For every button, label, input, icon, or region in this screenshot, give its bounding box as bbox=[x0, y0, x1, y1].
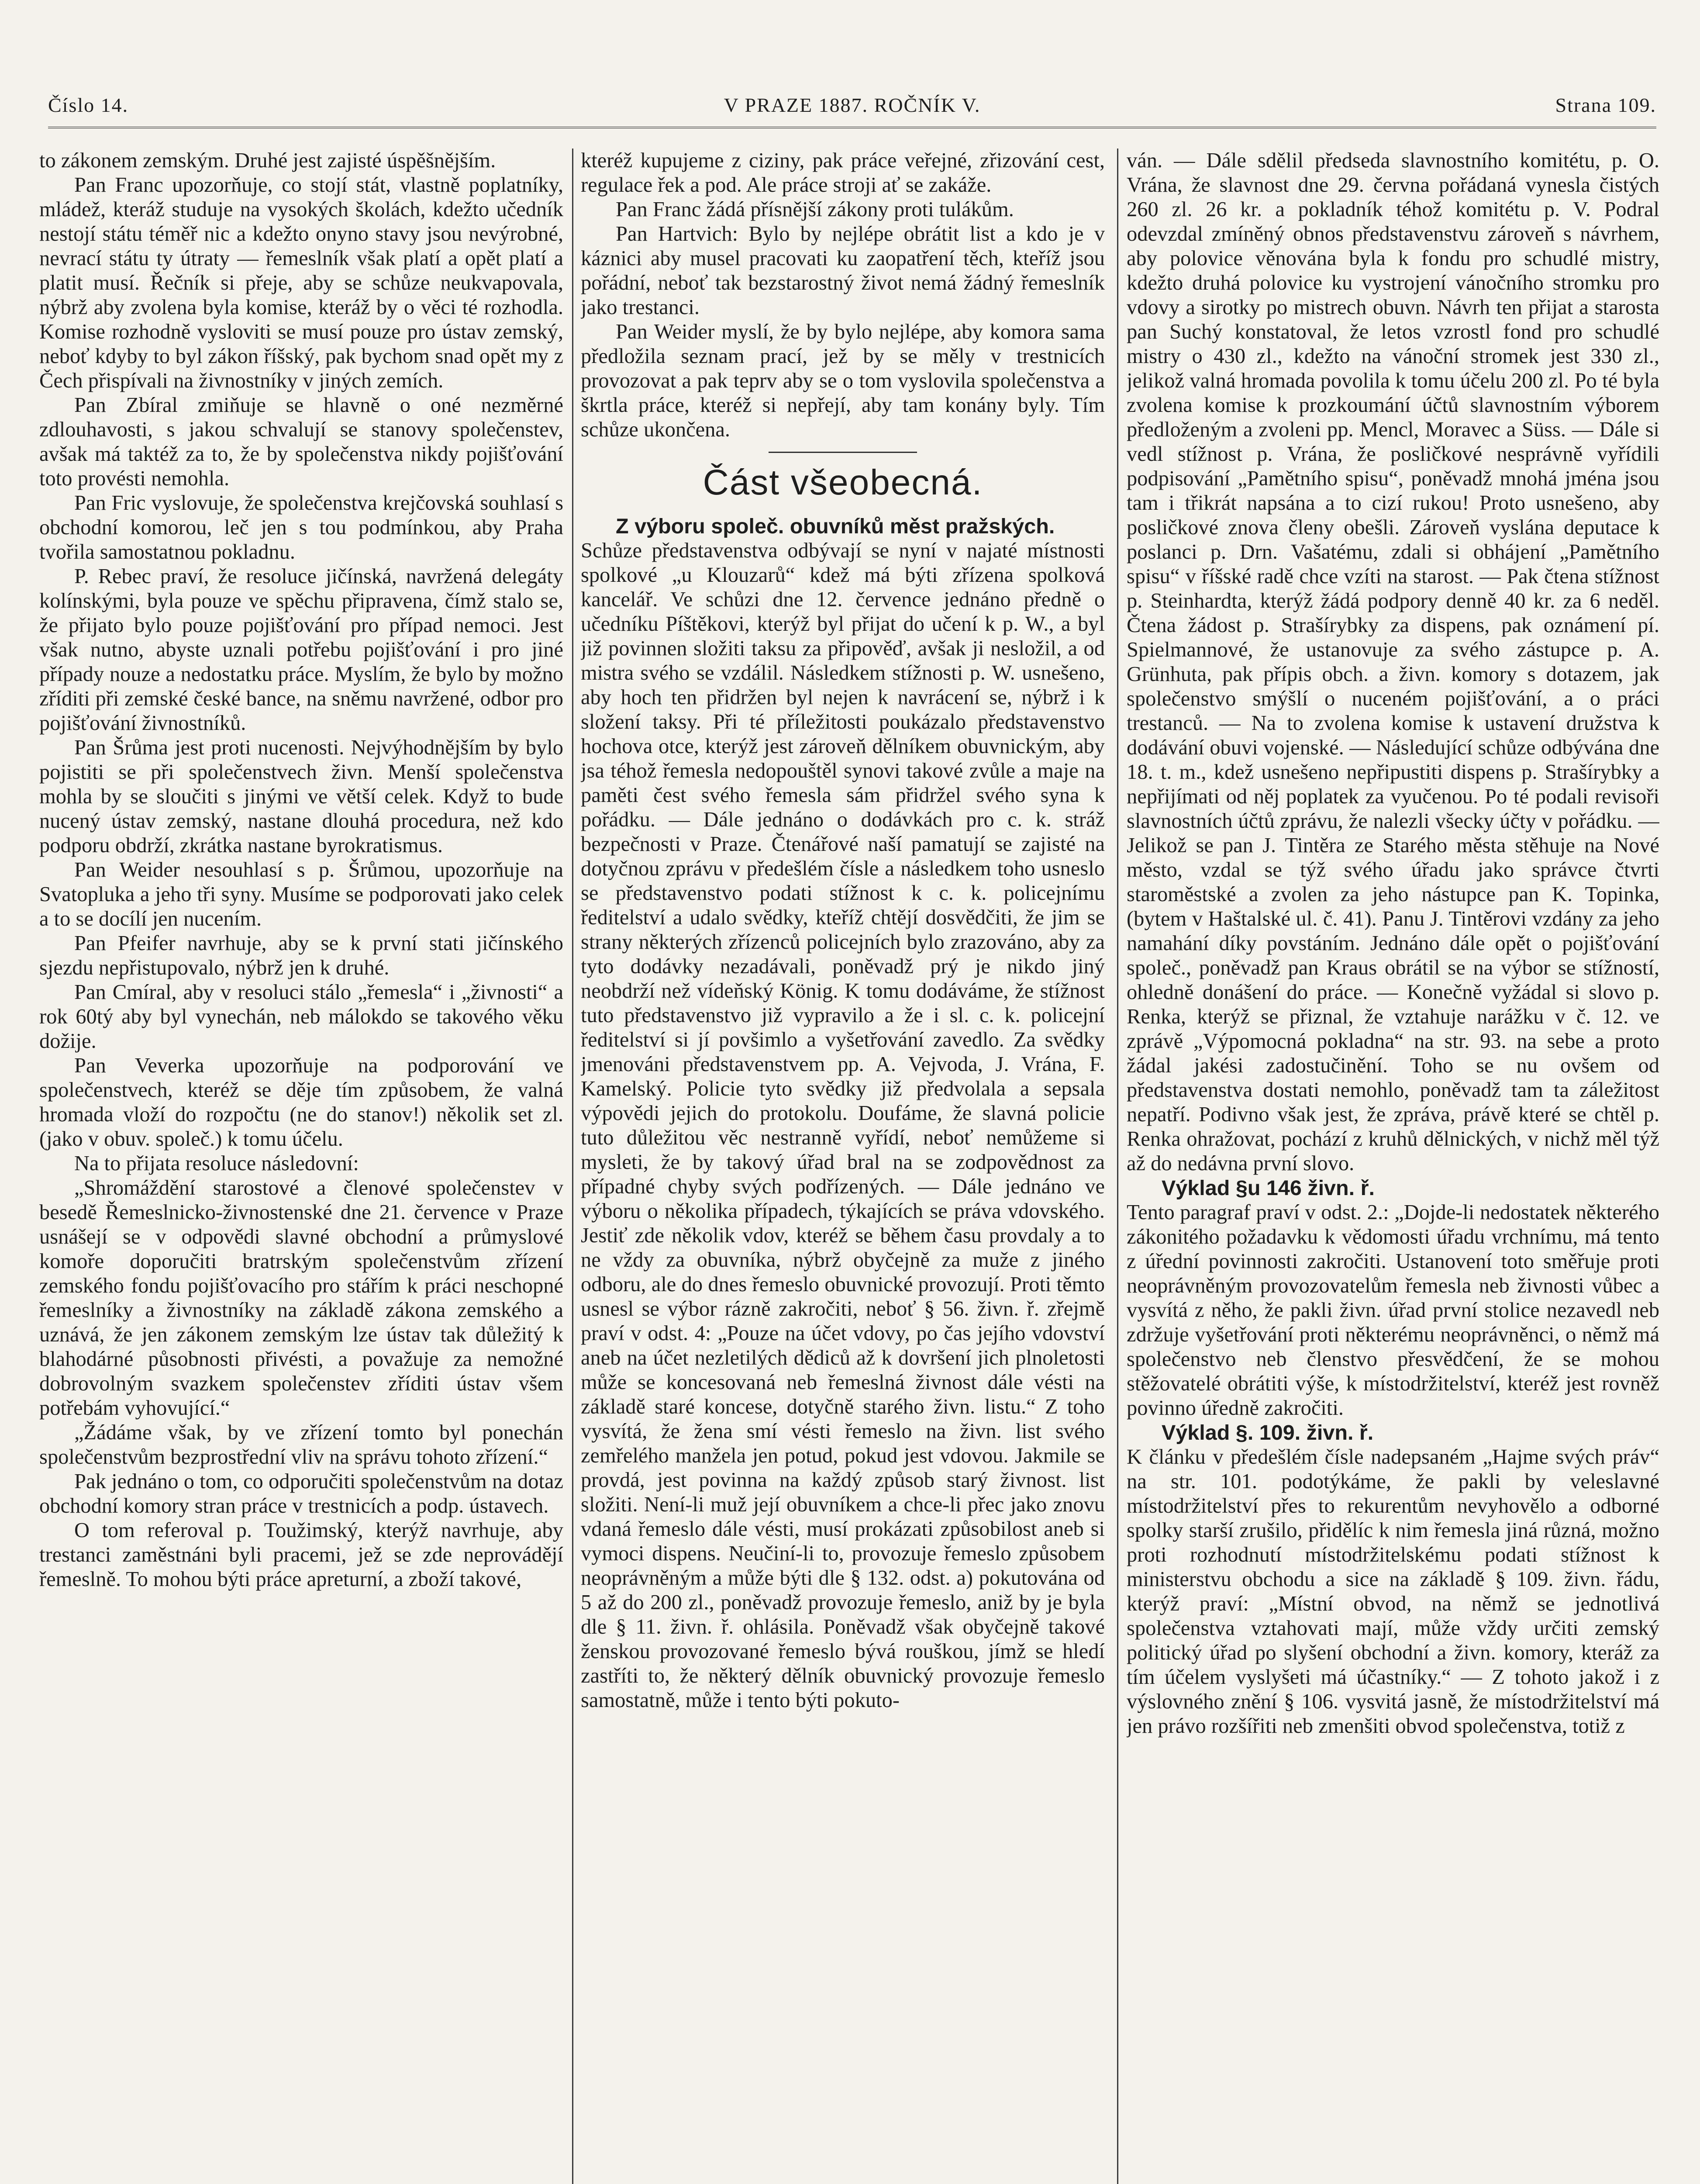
paragraph: Pan Pfeifer navrhuje, aby se k první stati jičínského sjezdu nepřistupovalo, nýbrž jen k druhé. bbox=[39, 932, 563, 979]
column-2 bbox=[581, 149, 1105, 2184]
paragraph: Na to přijata resoluce následovní: bbox=[74, 1152, 359, 1175]
resolution-text: „Shromáždění starostové a členové společenstev v besedě Řemeslnicko-živnostenské dne 21. července v Praze usnášejí se v odpovědi slavné obchodní a průmyslové komoře doporučiti bratrským společenstvům zřízení zemského fondu pojišťovacího pro stářím k práci neschopné řemeslníky a živnostníky na základě zákona zemského a uznává, že jen zákonem zemským lze ústav tak důležitý k blahodárné působnosti přivésti, a považuje za nemožné dobrovolným svazkem společenstev zříditi ústav všem potřebám vyhovující.“ bbox=[39, 1176, 563, 1420]
paragraph: K článku v předešlém čísle nadepsaném „Hajme svých práv“ na str. 101. podotýkáme, že pakli by veleslavné místodržitelství přes to rekurentům nevyhovělo a odborné spolky starší zrušilo, přidělíc k nim řemesla jiná různá, možno proti rozhodnutí místodržitelskému podati stížnost k ministerstvu obchodu a sice na základě § 109. živn. řádu, kterýž praví: „Místní obvod, na němž se jednotlivá společenstva vztahovati mají, může vždy určiti zemský politický úřad po slyšení obchodní a živn. komory, kteráž za tím účelem vyslyšeti má účastníky.“ — Z tohoto jakož i z výslovného znění § 106. vysvitá jasně, že místodržitelství má jen právo rozšířiti neb zmenšiti obvod společenstva, totiž z bbox=[1127, 1445, 1659, 1738]
paragraph: Pan Zbíral zmiňuje se hlavně o oné nezměrné zdlouhavosti, s jakou schvalují se stanovy společenstev, avšak má taktéž za to, že by společenstva nikdy pojišťování toto provésti nemohla. bbox=[39, 394, 563, 490]
article-title: Výklad §. 109. živn. ř. bbox=[1162, 1421, 1374, 1444]
paragraph: Pan Veverka upozorňuje na podporování ve společenstvech, kteréž se děje tím způsobem, že valná hromada vloží do rozpočtu (ne do stanov!) několik set zl. (jako v obuv. společ.) k tomu účelu. bbox=[39, 1054, 563, 1151]
resolution-text: „Žádáme však, by ve zřízení tomto byl ponechán společenstvům bezprostřední vliv na správu tohoto zřízení.“ bbox=[39, 1421, 563, 1469]
section-heading: Část všeobecná. bbox=[703, 463, 983, 502]
paragraph: Pan Šrůma jest proti nucenosti. Nejvýhodnějším by bylo pojistiti se při společenstvech živn. Menší společenstva mohla by se sloučiti s jinými ve větší celek. Když to bude nucený ústav zemský, nastane dlouhá procedura, než kdo podporu obdrží, zkrátka nastane byrokratismus. bbox=[39, 736, 563, 857]
paragraph: kteréž kupujeme z ciziny, pak práce veřejné, zřizování cest, regulace řek a pod. Ale práce stroji ať se zakáže. bbox=[581, 149, 1105, 197]
column-divider bbox=[572, 149, 573, 2184]
paragraph: Pak jednáno o tom, co odporučiti společenstvům na dotaz obchodní komory stran práce v trestnicích a podp. ústavech. bbox=[39, 1470, 563, 1517]
paragraph: ván. — Dále sdělil předseda slavnostního komitétu, p. O. Vrána, že slavnost dne 29. června pořádaná vynesla čistých 260 zl. 26 kr. a pokladník téhož komitétu p. V. Podral odevzdal zmíněný obnos představenstvu zároveň s návrhem, aby polovice věnována byla k fondu pro schudlé mistry, kdežto druhá polovice ku vystrojení vánočního stromku pro vdovy a sirotky po mistrech obuvn. Návrh ten přijat a starosta pan Suchý konstatoval, že letos vzrostl fond pro schudlé mistry o 430 zl., kdežto na vánoční stromek jest 330 zl., jelikož valná hromada povolila k tomu účelu 200 zl. Po té byla zvolena komise k prozkoumání účtů slavnostním výborem předloženým a zvoleni pp. Mencl, Moravec a Süss. — Dále si vedl stížnost p. Vrána, že posličkové nesprávně vyřídili podpisování „Pamětního spisu“, poněvadž mnohá jména jsou tam i třikrát napsána a to cizí rukou! Proto usnešeno, aby posličkové znova členy obešli. Zároveň vyslána deputace k poslanci p. Drn. Vašatému, zdali si obhájení „Pamětního spisu“ v říšské radě chce vzíti na starost. — Pak čtena stížnost p. Steinhardta, kterýž žádá podpory denně 40 kr. za 6 neděl. Čtena žádost p. Strašírybky za dispens, pak oznámení pí. Spielmannové, že ustanovuje za svého zástupce p. A. Grünhuta, pak přípis obch. a živn. komory s dotazem, jak společenstvo smýšlí o nuceném pojišťování, a o práci trestanců. — Na to zvolena komise k ustavení družstva k dodávání obuvi vojenské. — Následující schůze odbývána dne 18. t. m., kdež usnešeno nepřipustiti dispens p. Strašírybky a nepřijímati od něj poplatek za vyučenou. Po té podali revisoři slavnostních účtů zprávu, že nalezli všecky účty v pořádku. — Jelikož se pan J. Tintěra ze Starého města stěhuje na Nové město, vzdal se týž svého úřadu jako správce čtvrti staroměstské a zvolen za jeho nástupce pan K. Topinka, (bytem v Haštalské ul. č. 41). Panu J. Tintěrovi vzdány za jeho namahání díky povstáním. Jednáno dále opět o pojišťování společ., poněvadž pan Kraus obrátil se na výbor se stížností, ohledně donášení do práce. — Konečně vyžádal si slovo p. Renka, kterýž se přiznal, že vztahuje narážku v č. 12. ve zprávě „Výpomocná pokladna“ na str. 93. na sebe a proto žádal jakési zadostučinění. Toho se nu ovšem od představenstva dostati nemohlo, poněvadž tam ta záležitost nepatří. Podivno však jest, že zpráva, právě které se chtěl p. Renka ohražovat, pochází z kruhů dělnických, v nichž měl týž až do nedávna první slovo. bbox=[1127, 149, 1659, 1175]
column-1 bbox=[39, 149, 563, 2184]
column-divider bbox=[1117, 149, 1118, 2184]
paragraph: to zákonem zemským. Druhé jest zajisté úspěšnějším. bbox=[39, 149, 496, 172]
page-header bbox=[48, 87, 1656, 128]
article-title: Výklad §u 146 živn. ř. bbox=[1162, 1176, 1375, 1200]
issue-number: Číslo 14. bbox=[48, 94, 129, 116]
paragraph: Pan Franc upozorňuje, co stojí stát, vlastně poplatníky, mládež, kteráž studuje na vysokých školách, kdežto učedník nestojí státu téměř nic a kdežto onyno stavy jsou nevýrobné, nevrací státu ty útraty — řemeslník však platí a opět platí a platit musí. Řečník si přeje, aby se schůze neukvapovala, nýbrž aby zvolena byla komise, kteráž by o věci té rozhodla. Komise rozhodně vysloviti se musí pouze pro ústav zemský, neboť kdyby to byl zákon říšský, pak bychom snad opět my z Čech přispívali na živnostníky v jiných zemích. bbox=[39, 173, 563, 392]
paragraph: Pan Weider nesouhlasí s p. Šrůmou, upozorňuje na Svatopluka a jeho tři syny. Musíme se podporovati jako celek a to se docílí jen nucením. bbox=[39, 858, 563, 930]
paragraph: Tento paragraf praví v odst. 2.: „Dojde-li nedostatek některého zákonitého požadavku k vědomosti úřadu vrchnímu, má tento z úřední povinnosti zakročiti. Ustanovení toto směřuje proti neoprávněným provozovatelům řemesla neb živnosti vůbec a vysvítá z něho, že pakli živn. úřad první stolice nezavedl neb zdržuje vyšetřování proti některému neoprávněnci, o němž má společenstvo neb členstvo přesvědčení, že se mohou stěžovatelé obrátiti výše, k místodržitelství, kteréž jest rovněž povinno úředně zakročiti. bbox=[1127, 1201, 1659, 1420]
paragraph: Pan Fric vyslovuje, že společenstva krejčovská souhlasí s obchodní komorou, leč jen s tou podmínkou, aby Praha tvořila samostatnou pokladnu. bbox=[39, 491, 563, 563]
section-separator bbox=[769, 452, 917, 453]
paragraph: Schůze představenstva odbývají se nyní v najaté místnosti spolkové „u Klouzarů“ kdež má býti zřízena spolková kancelář. Ve schůzi dne 12. července jednáno předně o učedníku Píštěkovi, kterýž byl přijat do učení k p. W., a byl již povinnen složiti taksu za připověď, avšak ji nesložil, a od mistra svého se vzdálil. Následkem stížnosti p. W. usnešeno, aby hoch ten přidržen byl nejen k navrácení se, nýbrž i k složení taksy. Při té příležitosti poukázalo představenstvo hochova otce, kterýž jest zároveň dělníkem obuvnickým, aby jsa téhož řemesla nedopouštěl synovi takové zvůle a maje na paměti čest svého řemesla sám přidržel svého syna k pořádku. — Dále jednáno o dodávkách pro c. k. stráž bezpečnosti v Praze. Čtenářové naší pamatují se zajisté na dotyčnou zprávu v předešlém čísle a následkem toho usneslo se představenstvo podati stížnost k c. k. policejnímu ředitelství a udalo svědky, kteříž chtějí dosvědčiti, že jim se strany některých zřízenců policejních bylo zrazováno, aby za tyto dodávky nezadávali, poněvadž prý je nikdo jiný neobdrží než vídeňský König. K tomu dodáváme, že stížnost tuto představenstvo již vypravilo a že i sl. c. k. policejní ředitelství si jí povšimlo a vyšetřování zavedlo. Za svědky jmenováni představenstvem pp. A. Vejvoda, J. Vrána, F. Kamelský. Policie tyto svědky již předvolala a sepsala výpovědi jejich do protokolu. Doufáme, že slavná policie tuto důležitou věc nestranně vyřídí, neboť nemůžeme si mysleti, že by takový úřad bral na se zodpovědnost za případné chyby svých podřízených. — Dále jednáno ve výboru o několika případech, týkajících se práva vdovského. Jestiť zde několik vdov, kteréž se během času provdaly a to ne vždy za obuvníka, nýbrž obyčejně za muže z jiného odboru, ale do dnes řemeslo obuvnické provozují. Proti těmto usnesl se výbor rázně zakročiti, neboť § 56. živn. ř. zřejmě praví v odst. 4: „Pouze na účet vdovy, po čas jejího vdovství aneb na účet nezletilých dědiců až k dovršení jich plnoletosti může se koncesovaná neb řemeslná živnost dále vésti na základě staré koncese, dotyčně starého živn. listu.“ Z toho vysvítá, že žena smí vésti řemeslo na živn. list svého zemřelého manžela jen potud, pokud jest vdovou. Jakmile se provdá, jest povinna na každý způsob starý živnost. list složiti. Není-li muž její obuvníkem a chce-li přec jako znovu vdaná řemeslo dále vésti, musí prokázati způsobilost aneb si vymoci dispens. Neučiní-li to, provozuje řemeslo způsobem neoprávněným a může býti dle § 132. odst. a) pokutována od 5 až do 200 zl., poněvadž provozuje řemeslo, aniž by je byla dle § 11. živn. ř. ohlásila. Poněvadž však obyčejně takové ženskou provozované řemeslo bývá rouškou, jímž se hledí zastříti to, že některý dělník obuvnický provozuje řemeslo samostatně, může i tento býti pokuto- bbox=[581, 539, 1105, 1712]
paragraph: Pan Franc žádá přísnější zákony proti tulákům. bbox=[616, 198, 1014, 221]
paragraph: P. Rebec praví, že resoluce jičínská, navržená delegáty kolínskými, byla pouze ve spěchu připravena, čímž stalo se, že přijato bylo pouze pojišťování pro případ nemoci. Jest však nutno, abyste uznali potřebu pojišťování i pro jiné případy nouze a nedostatku práce. Myslím, že bylo by možno zříditi při zemské české bance, na sněmu navržené, odbor pro pojišťování živnostníků. bbox=[39, 565, 563, 735]
paragraph: Pan Cmíral, aby v resoluci stálo „řemesla“ i „živnosti“ a rok 60tý aby byl vynechán, neb málokdo se takového věku dožije. bbox=[39, 981, 563, 1053]
article-title: Z výboru společ. obuvníků měst pražských. bbox=[616, 515, 1055, 538]
paragraph: Pan Hartvich: Bylo by nejlépe obrátit list a kdo je v káznici aby musel pracovati ku zaopatření těch, kteříž jsou pořádní, neboť tak bezstarostný život nemá žádný řemeslník jako trestanci. bbox=[581, 222, 1105, 319]
place-date-volume: V PRAZE 1887. ROČNÍK V. bbox=[724, 94, 981, 116]
page-number: Strana 109. bbox=[1555, 94, 1656, 116]
paragraph: O tom referoval p. Toužimský, kterýž navrhuje, aby trestanci zaměstnáni byli pracemi, jež se zde neprovádějí řemeslně. To mohou býti práce apreturní, a zboží takové, bbox=[39, 1519, 563, 1591]
column-3 bbox=[1127, 149, 1659, 2184]
paragraph: Pan Weider myslí, že by bylo nejlépe, aby komora sama předložila seznam prací, jež by se měly v trestnicích provozovat a pak teprv aby se o tom vyslovila společenstva a škrtla práce, kteréž si nepřejí, aby tam konány byly. Tím schůze ukončena. bbox=[581, 320, 1105, 441]
